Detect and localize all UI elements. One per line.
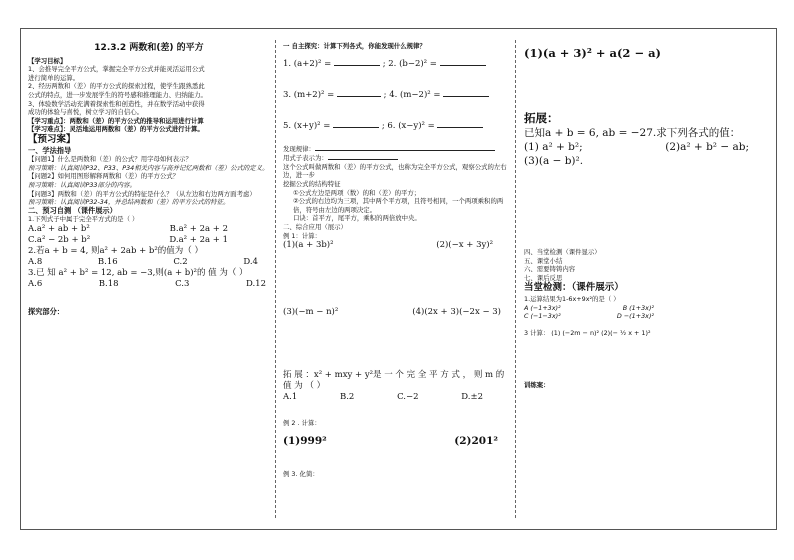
example-1-row-2 bbox=[283, 307, 501, 318]
extension-option-c: C.−2 bbox=[397, 392, 419, 403]
extension-q2: (2)a² + b² − ab; bbox=[665, 141, 749, 153]
problem-6: (2)201² bbox=[454, 434, 498, 447]
simplify-problem: (1)(a + 3)² + a(2 − a) bbox=[524, 46, 661, 60]
section-summary: 五、课堂小结 bbox=[524, 256, 563, 265]
expand-4: ; 4. (m−2)² = bbox=[383, 89, 444, 100]
goal-line: 成功的体验与喜悦，树立学习的自信心。 bbox=[28, 108, 144, 117]
test-3-option-d: D.12 bbox=[245, 278, 266, 289]
expand-3: 3. (m+2)² = bbox=[283, 89, 337, 100]
rule-formula-label: 用式子表示为： bbox=[283, 154, 328, 163]
check-heading: 当堂检测：（课件展示） bbox=[524, 282, 624, 294]
check-option-d: D −(1+3x)² bbox=[616, 312, 654, 321]
extension-option-a: A.1 bbox=[283, 392, 298, 403]
answer-blank[interactable] bbox=[328, 153, 398, 160]
extension-questions-row bbox=[524, 140, 749, 154]
question-2: 【问题2】如何用图形解释两数和（差）的平方公式？ bbox=[28, 172, 180, 181]
question-1: 【问题1】什么是两数和（差）的公式？用字母如何表示？ bbox=[28, 155, 192, 164]
note-1: ①公式左边是两项（数）的和（差）的平方； bbox=[293, 188, 421, 197]
example-2-row bbox=[283, 434, 498, 448]
section-review: 六、需要铸铸内容 bbox=[524, 265, 576, 274]
extension-q1: (1) a² + b²; bbox=[524, 141, 583, 153]
expand-1: 1. (a+2)² = bbox=[283, 58, 334, 69]
extension-option-d: D.±2 bbox=[461, 392, 483, 403]
rule-description: 这个公式叫做两数和（差）的平方公式，也称为完全平方公式，观察公式的左右边，进一步 bbox=[283, 162, 507, 180]
problem-1: (1)(a + 3b)² bbox=[283, 240, 334, 251]
rule-label: 发现规律： bbox=[283, 144, 315, 153]
lesson-title: 12.3.2 两数和(差) 的平方 bbox=[94, 43, 204, 53]
question-3: 【问题3】两数和（差）的平方公式的特征是什么？（从左边和右边两方面考虑） bbox=[28, 189, 256, 198]
training-heading: 训练案： bbox=[524, 381, 550, 390]
test-2-option-c: C.2 bbox=[173, 256, 188, 267]
section-check: 四、当堂检测（课件显示） bbox=[524, 248, 601, 256]
extension-option-b: B.2 bbox=[339, 392, 355, 403]
test-2-option-a: A.8 bbox=[28, 256, 43, 267]
test-3-options bbox=[28, 279, 266, 290]
test-1-option-c: C.a² − 2b + b² bbox=[28, 234, 91, 245]
goal-line: 进行简单的运算。 bbox=[28, 73, 80, 82]
example-1-row-1 bbox=[283, 240, 493, 251]
goal-heading: 【学习目标】 bbox=[28, 56, 67, 65]
column-right bbox=[524, 34, 772, 390]
expand-row-3 bbox=[283, 121, 511, 132]
test-3: 3.已 知 a² + b² = 12, ab = −3,则(a + b)²的 值 为（ ） bbox=[28, 267, 248, 278]
difficult-point: 【学习难点】：灵活地运用两数和（差）的平方公式进行计算。 bbox=[28, 125, 204, 134]
question-1-tip: 预习策略：认真阅读P32、P33、P34相关内容与高并记忆两数和（差）公式的定义。 bbox=[28, 163, 269, 172]
rule-line-2 bbox=[283, 153, 511, 163]
guide-heading: 一、学法指导 bbox=[28, 145, 72, 155]
test-1-options-row2 bbox=[28, 235, 228, 246]
check-question-1: 1.运算结果为1-6x+9x²的是（ ） bbox=[524, 294, 620, 303]
goal-line: 公式的特点，进一步发展学生的符号感和推理能力、归纳能力。 bbox=[28, 90, 207, 99]
example-2-label: 例 2 . 计算： bbox=[283, 419, 321, 428]
extension-q3: (3)(a − b)². bbox=[524, 155, 584, 167]
test-2-option-b: B.16 bbox=[97, 256, 118, 267]
example-1-label: 例 1：计算： bbox=[283, 231, 322, 240]
self-test-heading: 二、预习自测 （课件展示） bbox=[28, 205, 117, 215]
extension-heading: 拓展： bbox=[524, 111, 559, 125]
key-point: 【学习重点】：两数和（差）的平方公式的推导和运用进行计算 bbox=[28, 116, 204, 125]
expand-6: ; 6. (x−y)² = bbox=[381, 120, 438, 131]
question-2-tip: 预习策略：认真阅读P33部分的内容。 bbox=[28, 180, 136, 189]
answer-blank[interactable] bbox=[437, 121, 483, 128]
goal-line: 1、会推导完全平方公式，掌握完全平方公式并能灵活运用公式 bbox=[28, 65, 205, 74]
rule-structure: 挖掘公式的结构特征 bbox=[283, 179, 341, 188]
expand-row-1 bbox=[283, 59, 511, 70]
extension-text: 已知a + b = 6, ab = −27.求下列各式的值： bbox=[524, 127, 741, 139]
answer-blank[interactable] bbox=[337, 90, 381, 97]
note-2: ②公式的右边均为三项，其中两个平方项，且符号相同，一个两项乘积的两倍，符号由左边的两项决定。 bbox=[293, 197, 504, 214]
answer-blank[interactable] bbox=[334, 59, 380, 66]
test-1-option-a: A.a² + ab + b² bbox=[28, 223, 90, 234]
column-divider-1 bbox=[275, 40, 276, 518]
test-1-options-row1 bbox=[28, 224, 228, 235]
goal-line: 2、经历两数和（差）的平方公式的探索过程，使学生跟熟悉此 bbox=[28, 82, 205, 91]
answer-blank[interactable] bbox=[333, 121, 379, 128]
test-2-options bbox=[28, 257, 258, 268]
problem-3: (3)(−m − n)² bbox=[283, 307, 339, 318]
explore-instruction: 一 自主探究：计算下列各式，你能发现什么规律？ bbox=[283, 42, 426, 50]
test-1-option-d: D.a² + 2a + 1 bbox=[169, 234, 228, 245]
application-heading: 二、综合应用（展示） bbox=[283, 222, 347, 231]
test-1-option-b: B.a² + 2a + 2 bbox=[169, 223, 228, 234]
test-2: 2.若a + b = 4, 则a² + 2ab + b²的值为（ ） bbox=[28, 245, 203, 256]
problem-5: (1)999² bbox=[283, 434, 327, 447]
answer-blank[interactable] bbox=[440, 59, 486, 66]
expand-row-2 bbox=[283, 90, 511, 101]
question-3-tip: 预习策略：认真阅读P32-34，并总结两数和（差）的平方公式的特征。 bbox=[28, 198, 230, 207]
explore-heading: 探究部分： bbox=[28, 306, 64, 316]
test-2-option-d: D.4 bbox=[243, 256, 258, 267]
test-3-option-c: C.3 bbox=[175, 278, 190, 289]
test-3-option-a: A.6 bbox=[28, 278, 43, 289]
goal-line: 3、体验数学活动充满着探索性和创造性，并在数学活动中获得 bbox=[28, 99, 205, 108]
check-option-a: A (−1+3x)² bbox=[524, 303, 561, 312]
answer-blank[interactable] bbox=[315, 144, 495, 151]
column-left bbox=[28, 34, 270, 316]
expand-5: 5. (x+y)² = bbox=[283, 120, 334, 131]
preview-heading: 【预习案】 bbox=[28, 133, 76, 145]
test-1: 1.下列式子中属于完全平方式的是（ ） bbox=[28, 215, 139, 224]
problem-2: (2)(−x + 3y)² bbox=[436, 240, 493, 251]
extension-question: 拓 展 ：x² + mxy + y²是 一 个 完 全 平 方 式 ， 则 m 的 值 为 （ ） bbox=[283, 370, 505, 392]
column-middle bbox=[283, 34, 511, 478]
column-divider-2 bbox=[515, 40, 516, 518]
problem-4: (4)(2x + 3)(−2x − 3) bbox=[412, 307, 501, 318]
test-3-option-b: B.18 bbox=[98, 278, 119, 289]
answer-blank[interactable] bbox=[443, 90, 489, 97]
section-reflection: 七、课后反思 bbox=[524, 273, 563, 282]
example-3-label: 例 3. 化简： bbox=[283, 469, 319, 478]
check-question-3: 3 计算： (1) (−2m − n)² (2)(− ½ x + 1)² bbox=[524, 328, 651, 337]
chant: 口诀：首平方，尾平方，乘积的两倍放中央。 bbox=[293, 214, 421, 223]
check-option-c: C (−1−3x)² bbox=[524, 312, 561, 321]
check-options-row-2 bbox=[524, 312, 654, 321]
rule-line-1 bbox=[283, 144, 511, 154]
check-option-b: B (1+3x)² bbox=[622, 303, 654, 312]
extension-options bbox=[283, 392, 483, 403]
expand-2: ; 2. (b−2)² = bbox=[382, 58, 440, 69]
check-options-row-1 bbox=[524, 304, 654, 313]
